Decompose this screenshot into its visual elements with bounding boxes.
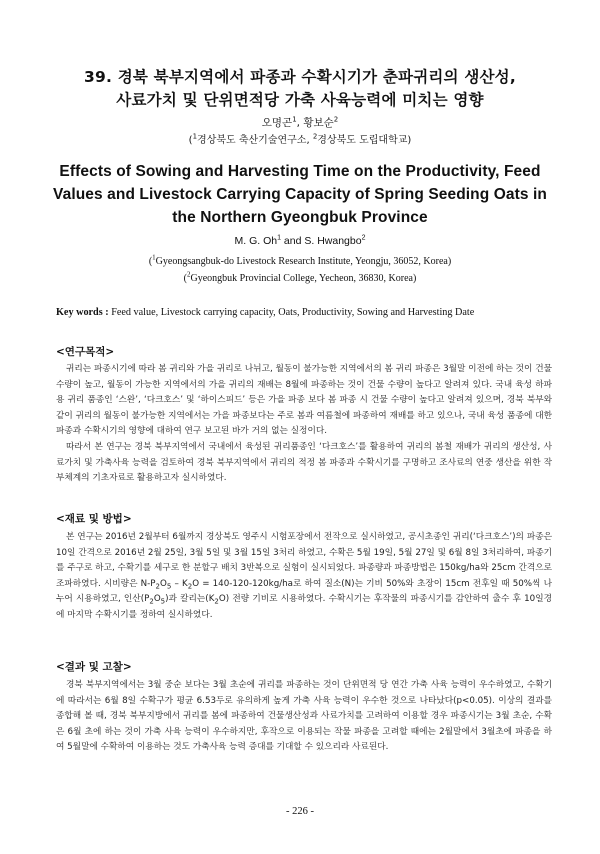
keywords-text: Feed value, Livestock carrying capacity, Oats, Productivity, Sowing and Harvesting Date <box>108 307 475 318</box>
methods-sub-3: 2 <box>187 582 193 591</box>
methods-text-g: O) 전량 기비로 시용하였다. 수확시기는 후작물의 파종시기를 감안하여 출수 후 10일경에 마지막 수확시기를 정하여 실시하였다. <box>56 594 552 620</box>
author-2-kr: 황보순 <box>303 117 334 129</box>
english-title-line-2: Values and Livestock Carrying Capacity of Spring Seeding Oats in <box>53 186 547 203</box>
english-title <box>0 160 600 229</box>
section-heading-methods: <재료 및 방법> <box>56 513 132 525</box>
author-1-en: M. G. Oh <box>234 235 278 247</box>
affil-1-open-paren-en: ( <box>148 256 153 267</box>
author-1-en-affil-mark: 1 <box>277 234 282 242</box>
methods-sub-5: 5 <box>160 598 166 607</box>
author-separator-en: and <box>281 235 305 247</box>
affil-2-open-paren-en: ( <box>183 273 188 284</box>
section-heading-results: <결과 및 고찰> <box>56 661 132 673</box>
methods-text-c: – K <box>171 578 188 589</box>
korean-title <box>0 66 600 112</box>
methods-text-a: 본 연구는 2016년 2월부터 6월까지 경상북도 영주시 시험포장에서 전작으로 실시하였고, 공시초종인 귀리(‘다크호스’)의 파종은 10일 간격으로 2016년 2월 25일, 3월 5일 및 3월 15일 3처리 하였고, 수확은 5월 19일, 5월 27일 및 6월 8일 3처리하여, 파종기를 주구로 하고, 수확기를 세구로 한 분할구 배치 3반복으로 실험이 실시되었다. 파종량과 파종방법은 150kg/ha와 25cm 간격으로 조파하였다. 시비량은 N-P <box>56 532 552 589</box>
affil-2-text-en: Gyeongbuk Provincial College, Yecheon, 36830, Korea) <box>190 273 417 284</box>
english-affiliation-2 <box>0 271 600 286</box>
english-authors <box>0 234 600 249</box>
affil-open-paren-kr: ( <box>188 135 193 146</box>
english-title-line-1: Effects of Sowing and Harvesting Time on the Productivity, Feed <box>59 163 541 180</box>
methods-text-f: )과 칼리는(K <box>165 594 215 605</box>
methods-text-e: O <box>153 594 161 605</box>
affil-2-mark-en: 2 <box>187 270 191 279</box>
affil-1-mark-kr: 1 <box>192 132 198 141</box>
korean-title-line-1: 39. 경북 북부지역에서 파종과 수확시기가 춘파귀리의 생산성, <box>84 68 516 86</box>
author-separator-kr: , <box>296 117 304 129</box>
section-body-methods <box>56 530 552 624</box>
methods-text-b: O <box>160 578 167 589</box>
english-title-line-3: the Northern Gyeongbuk Province <box>172 209 428 226</box>
affil-1-mark-en: 1 <box>152 253 156 262</box>
author-2-kr-affil-mark: 2 <box>333 115 339 124</box>
purpose-paragraph-2: 따라서 본 연구는 경북 북부지역에서 국내에서 육성된 귀리품종인 ‘다크호스’를 활용하여 귀리의 봄철 재배가 귀리의 생산성, 사료가치 및 가축사육 능력을 검토하여 경북 북부지역에서 귀리의 적정 봄 파종과 수확시기를 구명하고 조사료의 연중 생산을 위한 작부체계의 기초자료로 활용하고자 실시하였다. <box>56 441 552 484</box>
methods-sub-6: 2 <box>214 598 219 607</box>
methods-sub-4: 2 <box>149 598 154 607</box>
affil-2-kr: 경상북도 도립대학교) <box>317 135 412 146</box>
methods-paragraph-1 <box>56 530 552 624</box>
affil-2-mark-kr: 2 <box>312 132 318 141</box>
section-body-purpose <box>56 362 552 487</box>
results-paragraph-1: 경북 북부지역에서는 3월 중순 보다는 3월 초순에 귀리를 파종하는 것이 단위면적 당 연간 가축 사육 능력이 우수하였고, 수확기에 따라서는 6월 8일 수확구가 평균 6.53두로 유의하게 높게 가축 사육 능력이 우수한 것으로 나타났다(p<0.05). 이상의 결과를 종합해 볼 때, 경북 북부지방에서 귀리를 봄에 파종하여 건물생산성과 사료가치를 고려하여 이용할 경우 파종시기는 3월 초순, 수확은 6월 초에 하는 것이 가축 사육 능력이 우수하지만, 후작으로 이용되는 작물 파종을 고려할 때에는 2월말에서 3월초에 파종을 하여 5월말에 수확하여 이용하는 것도 가축사육 능력 증대를 기대할 수 있으리라 사료된다. <box>56 680 552 753</box>
korean-title-line-2: 사료가치 및 단위면적당 가축 사육능력에 미치는 영향 <box>116 91 484 109</box>
methods-text-d: O = 140-120-120kg/ha로 하여 질소(N)는 기비 50%와 초장이 15cm 전후일 때 50%씩 나누어 시용하였고, 인산(P <box>56 578 552 605</box>
section-body-results <box>56 678 552 756</box>
english-affiliation-1 <box>0 254 600 269</box>
page-number: - 226 - <box>286 806 314 817</box>
section-heading-purpose: <연구목적> <box>56 346 115 358</box>
methods-sub-1: 2 <box>155 582 160 591</box>
affil-1-kr: 경상북도 축산기술연구소, <box>197 135 313 146</box>
author-2-en: S. Hwangbo <box>304 235 362 247</box>
purpose-paragraph-1: 귀리는 파종시기에 따라 봄 귀리와 가을 귀리로 나뉘고, 월동이 불가능한 지역에서의 봄 귀리 파종은 3월말 이전에 하는 것이 건물수량이 높고, 월동이 가능한 지역에서의 가을 귀리의 재배는 8월에 파종하는 것이 건물 수량이 높다고 알려져 있다. 국내 육성 하파용 귀리 품종인 ‘스완’, ‘다크호스’ 및 ‘하이스피드’ 등은 가을 파종 보다 봄 파종 시 건물 수량이 높다고 알려져 있으며, 경북 북부와 같이 귀리의 월동이 불가능한 지역에서는 가을 파종보다는 주로 봄과 여름철에 파종하여 재배를 하고 있으나, 국내 육성 품종에 대한 파종과 수확시기의 영향에 대하여 연구 보고된 바가 거의 없는 실정이다. <box>56 364 552 437</box>
author-2-en-affil-mark: 2 <box>361 234 366 242</box>
keywords <box>56 306 556 320</box>
affil-1-text-en: Gyeongsangbuk-do Livestock Research Institute, Yeongju, 36052, Korea) <box>155 256 452 267</box>
korean-authors <box>0 115 600 131</box>
methods-sub-2: 5 <box>166 582 172 591</box>
author-1-kr: 오명곤 <box>261 117 293 129</box>
korean-affiliations <box>0 133 600 148</box>
keywords-label: Key words : <box>56 307 109 318</box>
author-1-kr-affil-mark: 1 <box>292 115 297 124</box>
